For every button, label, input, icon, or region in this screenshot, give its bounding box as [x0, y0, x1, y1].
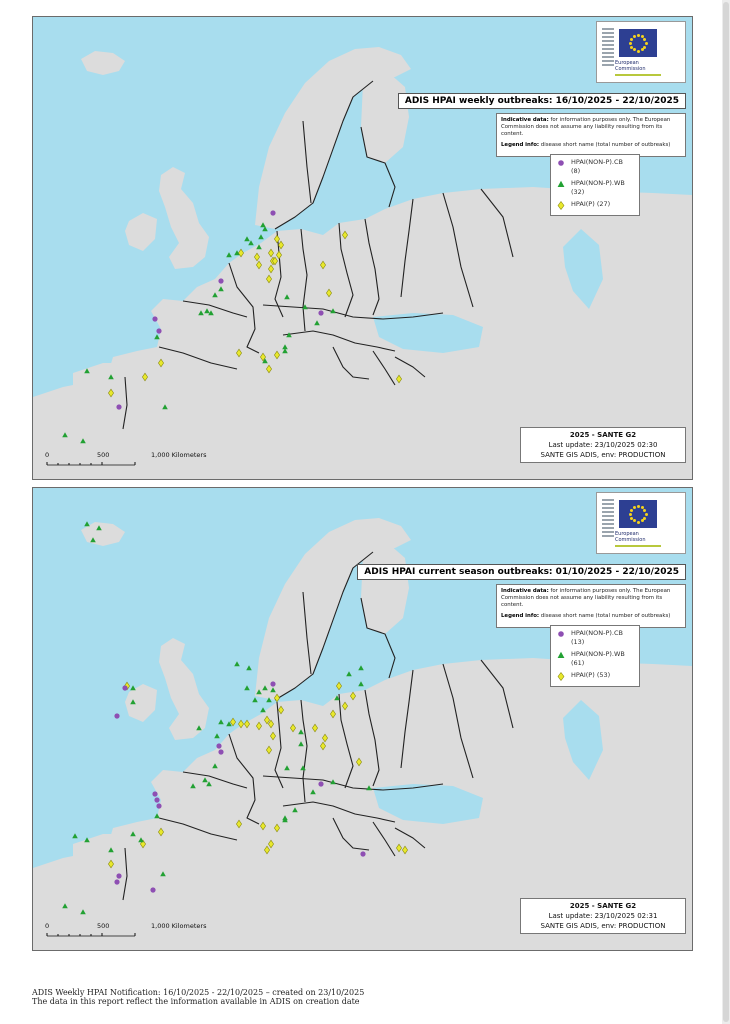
eu-flag-icon — [619, 29, 657, 57]
outbreak-marker-non-p-cb — [150, 887, 155, 892]
europe-basemap — [33, 488, 692, 950]
outbreak-marker-non-p-cb — [154, 797, 159, 802]
map-legend — [550, 625, 640, 687]
outbreak-marker-non-p-cb — [116, 404, 121, 409]
outbreak-marker-non-p-cb — [216, 743, 221, 748]
status-box: 2025 - SANTE G2 Last update: 23/10/2025 02:31 SANTE GIS ADIS, env: PRODUCTION — [520, 898, 686, 934]
legend-item-non-p-cb: HPAI(NON-P).CB (8) — [555, 158, 635, 176]
outbreak-marker-non-p-cb — [318, 310, 323, 315]
european-commission-logo: European Commission — [596, 21, 686, 83]
green-triangle-icon — [557, 180, 565, 188]
outbreak-marker-non-p-wb — [214, 733, 220, 738]
scrollbar-thumb[interactable] — [723, 2, 729, 1022]
map-legend — [550, 154, 640, 216]
yellow-diamond-icon — [557, 672, 565, 681]
legend-item-non-p-cb: HPAI(NON-P).CB (13) — [555, 629, 635, 647]
legend-item-p: HPAI(P) (27) — [555, 200, 635, 209]
purple-circle-icon — [557, 159, 565, 167]
info-box: Indicative data: for information purposes only. The European Commission does not assume any liability resulting from its content. Legend info: disease short name (total number of outbreaks) — [496, 113, 686, 157]
outbreak-marker-non-p-wb — [358, 681, 364, 686]
outbreak-marker-non-p-cb — [318, 781, 323, 786]
outbreak-marker-non-p-wb — [244, 685, 250, 690]
outbreak-marker-non-p-wb — [154, 334, 160, 339]
scale-bar: 0 500 1,000 Kilometers — [45, 451, 207, 459]
green-triangle-icon — [557, 651, 565, 659]
yellow-diamond-icon — [557, 201, 565, 210]
outbreak-marker-non-p-wb — [234, 661, 240, 666]
outbreak-marker-non-p-cb — [152, 791, 157, 796]
outbreak-marker-non-p-cb — [116, 873, 121, 878]
outbreak-marker-non-p-wb — [130, 685, 136, 690]
european-commission-logo: European Commission — [596, 492, 686, 554]
footer-line-1: ADIS Weekly HPAI Notification: 16/10/2025 - 22/10/2025 – created on 23/10/2025 — [32, 988, 365, 997]
outbreak-marker-non-p-cb — [360, 851, 365, 856]
weekly-outbreaks-map — [32, 16, 693, 480]
outbreak-marker-non-p-cb — [218, 749, 223, 754]
purple-circle-icon — [557, 630, 565, 638]
outbreak-marker-non-p-cb — [114, 713, 119, 718]
legend-item-p: HPAI(P) (53) — [555, 671, 635, 680]
outbreak-marker-non-p-cb — [218, 278, 223, 283]
outbreak-marker-non-p-wb — [244, 236, 250, 241]
outbreak-marker-p — [230, 718, 235, 726]
season-outbreaks-map — [32, 487, 693, 951]
outbreak-marker-non-p-cb — [152, 316, 157, 321]
eu-flag-icon — [619, 500, 657, 528]
outbreak-marker-non-p-cb — [270, 210, 275, 215]
outbreak-marker-non-p-wb — [246, 665, 252, 670]
outbreak-marker-non-p-wb — [258, 234, 264, 239]
legend-item-non-p-wb: HPAI(NON-P).WB (61) — [555, 650, 635, 668]
report-footer — [32, 988, 364, 1006]
footer-line-2: The data in this report reflect the information available in ADIS on creation date — [32, 997, 360, 1006]
outbreak-marker-non-p-wb — [218, 719, 224, 724]
map-title: ADIS HPAI current season outbreaks: 01/10/2025 - 22/10/2025 — [357, 564, 686, 580]
legend-item-non-p-wb: HPAI(NON-P).WB (32) — [555, 179, 635, 197]
outbreak-marker-non-p-wb — [252, 697, 258, 702]
outbreak-marker-non-p-wb — [84, 521, 90, 526]
map-title: ADIS HPAI weekly outbreaks: 16/10/2025 - 22/10/2025 — [398, 93, 686, 109]
info-box: Indicative data: for information purposes only. The European Commission does not assume any liability resulting from its content. Legend info: disease short name (total number of outbreaks) — [496, 584, 686, 628]
outbreak-marker-non-p-wb — [72, 833, 78, 838]
outbreak-marker-non-p-cb — [270, 681, 275, 686]
scale-bar: 0 500 1,000 Kilometers — [45, 922, 207, 930]
outbreak-marker-non-p-cb — [122, 685, 127, 690]
outbreak-marker-non-p-cb — [156, 803, 161, 808]
outbreak-marker-non-p-cb — [114, 879, 119, 884]
outbreak-marker-non-p-cb — [156, 328, 161, 333]
europe-basemap — [33, 17, 692, 479]
outbreak-marker-non-p-wb — [226, 252, 232, 257]
status-box: 2025 - SANTE G2 Last update: 23/10/2025 02:30 SANTE GIS ADIS, env: PRODUCTION — [520, 427, 686, 463]
outbreak-marker-non-p-wb — [260, 707, 266, 712]
